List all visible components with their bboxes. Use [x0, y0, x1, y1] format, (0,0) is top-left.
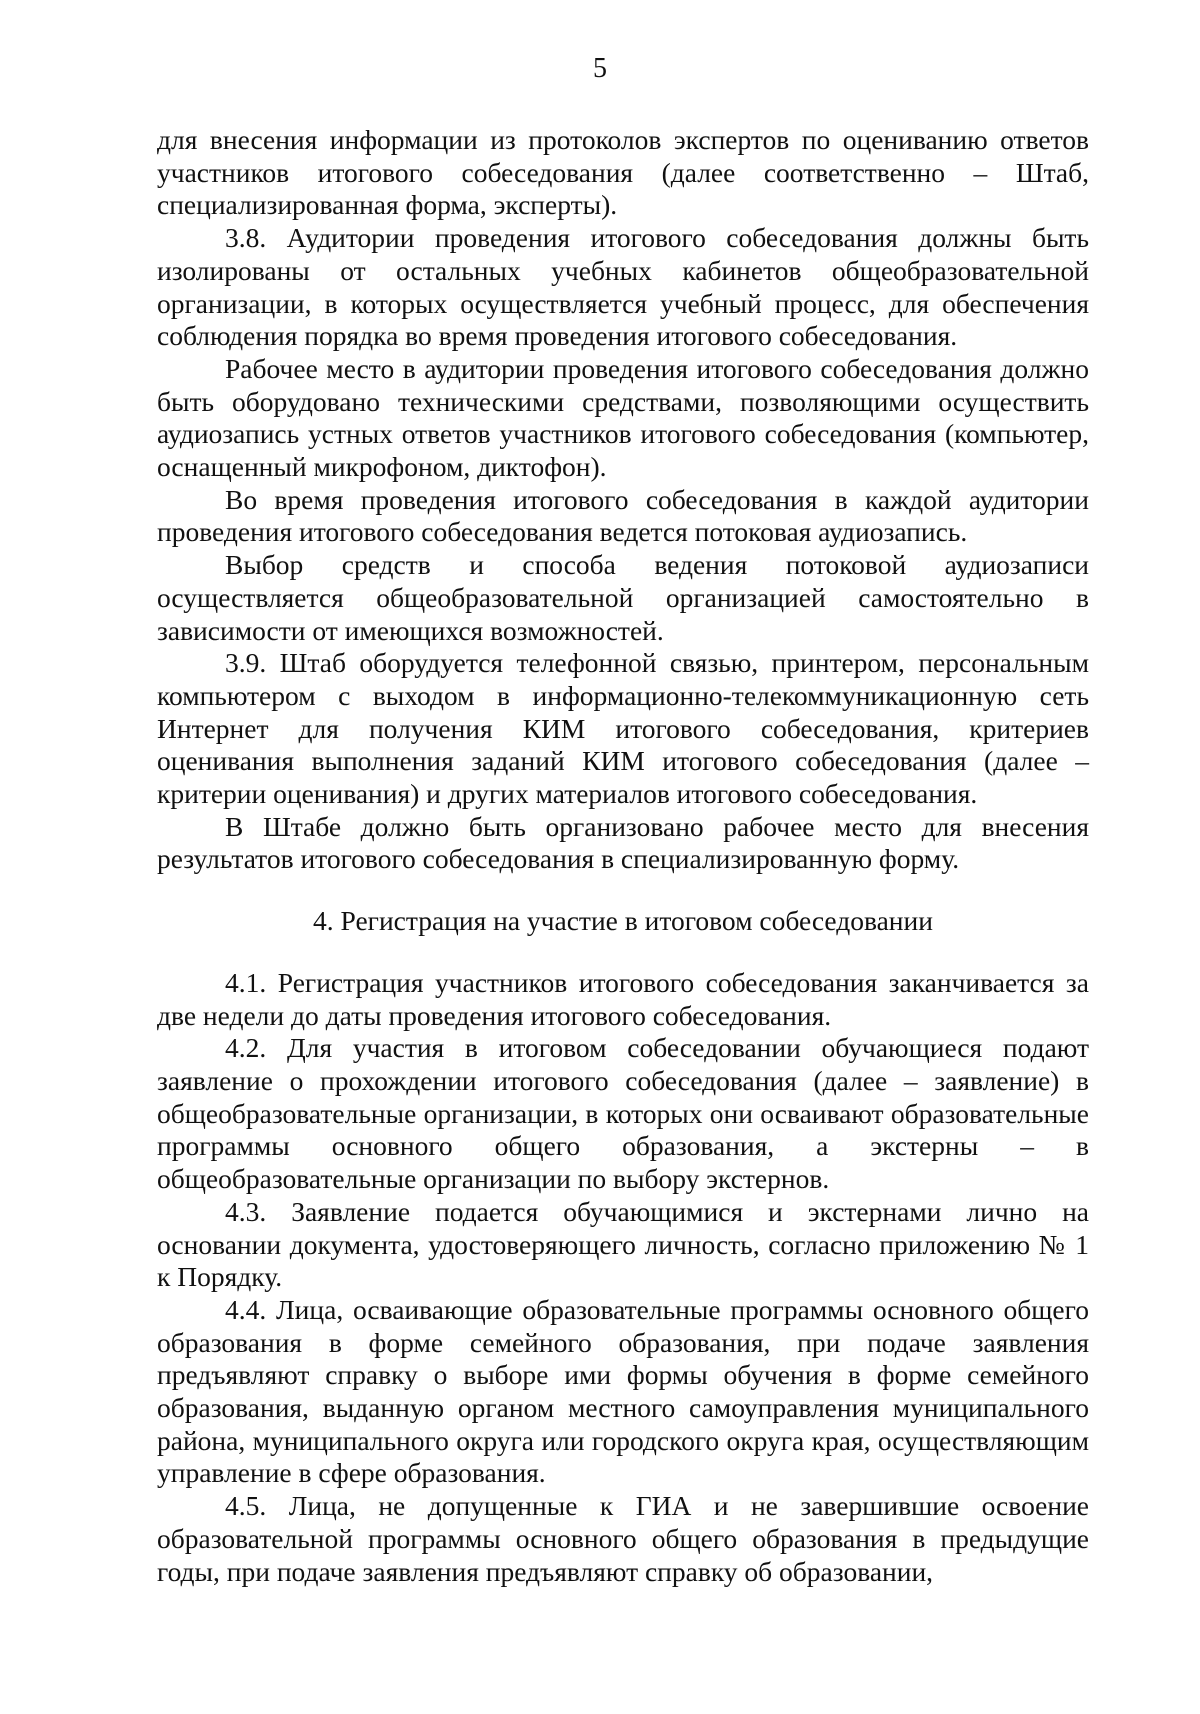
paragraph-4-1: 4.1. Регистрация участников итогового собеседования заканчивается за две недели до даты проведения итогового собеседования.	[157, 966, 1089, 1031]
paragraph-workplace: Рабочее место в аудитории проведения итогового собеседования должно быть оборудовано техническими средствами, позволяющими осуществить аудиозапись устных ответов участников итогового собеседования (компьютер, оснащенный микрофоном, диктофон).	[157, 352, 1089, 483]
paragraph-recording-means: Выбор средств и способа ведения потоковой аудиозаписи осуществляется общеобразовательной организацией самостоятельно в зависимости от имеющихся возможностей.	[157, 549, 1089, 646]
paragraph-4-3: 4.3. Заявление подается обучающимися и экстернами лично на основании документа, удостоверяющего личность, согласно приложению № 1 к Порядку.	[157, 1195, 1089, 1293]
paragraph-4-4: 4.4. Лица, осваивающие образовательные программы основного общего образования в форме семейного образования, при подаче заявления предъявляют справку о выборе ими формы обучения в форме семейного образования, выданную органом местного самоуправления муниципального района, муниципального округа или городского округа края, осуществляющим управление в сфере образования.	[157, 1293, 1089, 1489]
paragraph-continuation: для внесения информации из протоколов экспертов по оцениванию ответов участников итогового собеседования (далее соответственно – Штаб, специализированная форма, эксперты).	[157, 124, 1089, 221]
paragraph-3-9: 3.9. Штаб оборудуется телефонной связью, принтером, персональным компьютером с выходом в информационно-телекоммуникационную сеть Интернет для получения КИМ итогового собеседования, критериев оценивания выполнения заданий КИМ итогового собеседования (далее – критерии оценивания) и других материалов итогового собеседования.	[157, 647, 1089, 810]
page-number: 5	[593, 53, 607, 84]
paragraph-hq-workplace: В Штабе должно быть организовано рабочее место для внесения результатов итогового собеседования в специализированную форму.	[157, 810, 1089, 875]
paragraph-audio-recording: Во время проведения итогового собеседования в каждой аудитории проведения итогового собеседования ведется потоковая аудиозапись.	[157, 483, 1089, 548]
document-body	[157, 124, 1089, 1588]
paragraph-4-2: 4.2. Для участия в итоговом собеседовании обучающиеся подают заявление о прохождении итогового собеседования (далее – заявление) в общеобразовательные организации, в которых они осваивают образовательные программы основного общего образования, а экстерны – в общеобразовательные организации по выбору экстернов.	[157, 1032, 1089, 1195]
paragraph-3-8: 3.8. Аудитории проведения итогового собеседования должны быть изолированы от остальных учебных кабинетов общеобразовательной организации, в которых осуществляется учебный процесс, для обеспечения соблюдения порядка во время проведения итогового собеседования.	[157, 222, 1089, 352]
section-heading: 4. Регистрация на участие в итоговом собеседовании	[313, 905, 933, 937]
paragraph-4-5: 4.5. Лица, не допущенные к ГИА и не завершившие освоение образовательной программы основного общего образования в предыдущие годы, при подаче заявления предъявляют справку об образовании,	[157, 1490, 1089, 1587]
